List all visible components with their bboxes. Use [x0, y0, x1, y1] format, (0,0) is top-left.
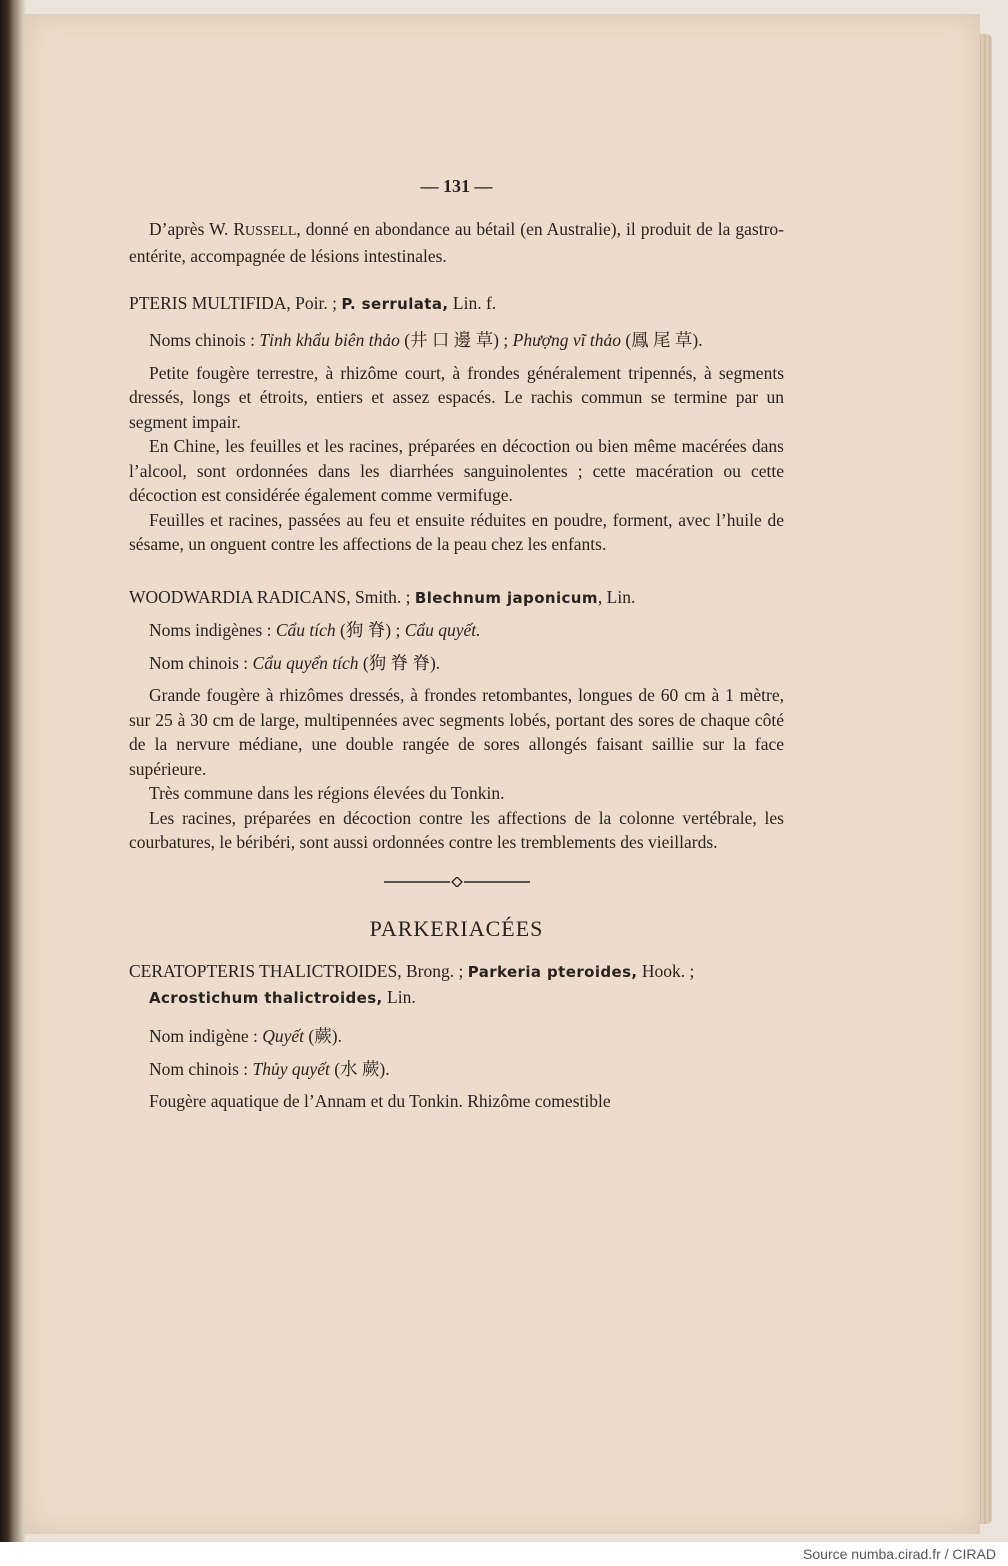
- synonym: P. serrulata,: [341, 294, 449, 313]
- species-name: WOODWARDIA RADICANS: [129, 586, 347, 607]
- section-divider-ornament: [384, 877, 530, 887]
- species-name: CERATOPTERIS THALICTROIDES: [129, 961, 398, 981]
- description-paragraph: Petite fougère terrestre, à rhizôme court, à frondes généralement tripennés, à segments dressés, longs et étroits, entiers et assez espacés. Le rachis commun se termine par un segment impair.: [129, 362, 784, 432]
- description-paragraph: Fougère aquatique de l’Annam et du Tonkin. Rhizôme comestible: [149, 1091, 611, 1111]
- description-paragraph: Très commune dans les régions élevées du Tonkin.: [149, 783, 505, 803]
- source-credit: Source numba.cirad.fr / CIRAD: [803, 1546, 996, 1562]
- entry-heading-ceratopteris: CERATOPTERIS THALICTROIDES, Brong. ; Parkeria pteroides, Hook. ;: [129, 961, 695, 981]
- entry-heading-pteris: PTERIS MULTIFIDA, Poir. ; P. serrulata, Lin. f.: [129, 292, 497, 313]
- book-spine-edge: [0, 0, 26, 1542]
- synonym: Parkeria pteroides,: [467, 963, 638, 981]
- species-name: PTERIS MULTIFIDA: [129, 292, 287, 313]
- entry-heading-synonym-line: Acrostichum thalictroides, Lin.: [149, 986, 416, 1007]
- description-paragraph: En Chine, les feuilles et les racines, préparées en décoction ou bien même macérées dans l’alcool, sont ordonnées dans les diarrhées sanguinolentes ; cette macération ou cette décoction est considérée également comme vermifuge.: [129, 436, 784, 505]
- chinese-name: Nom chinois : Thủy quyết (水 蕨).: [149, 1058, 390, 1079]
- section-title: PARKERIACÉES: [369, 915, 544, 941]
- page-number: — 131 —: [420, 176, 493, 196]
- page-text: [129, 174, 784, 1114]
- description-paragraph: Les racines, préparées en décoction contre les affections de la colonne vertébrale, les courbatures, le béribéri, sont aussi ordonnées contre les tremblements des vieillards.: [129, 807, 784, 852]
- indigenous-name: Nom indigène : Quyết (蕨).: [149, 1026, 342, 1046]
- synonym: Acrostichum thalictroides,: [149, 988, 383, 1007]
- entry-heading-woodwardia: WOODWARDIA RADICANS, Smith. ; Blechnum japonicum, Lin.: [129, 586, 636, 607]
- chinese-name: Nom chinois : Cẩu quyển tích (狗 脊 脊).: [149, 652, 441, 673]
- indigenous-names: Noms indigènes : Cẩu tích (狗 脊) ; Cẩu quyết.: [149, 620, 481, 640]
- intro-paragraph: D’après W. RUSSELL, donné en abondance au bétail (en Australie), il produit de la gastro-entérite, accompagnée de lésions intestinales.: [129, 218, 784, 266]
- description-paragraph: Feuilles et racines, passées au feu et ensuite réduites en poudre, forment, avec l’huile de sésame, un onguent contre les affections de la peau chez les enfants.: [129, 509, 784, 554]
- description-paragraph: Grande fougère à rhizômes dressés, à frondes retombantes, longues de 60 cm à 1 mètre, sur 25 à 30 cm de large, multipennées avec segments lobés, portant des sores de chaque côté de la nervure médiane, une double rangée de sores allongés faisant saillie sur la face supérieure.: [129, 685, 784, 779]
- chinese-names: Noms chinois : Tỉnh khẩu biên thảo (井 口 邊 草) ; Phượng vĩ thảo (鳳 尾 草).: [149, 330, 703, 350]
- synonym: Blechnum japonicum: [414, 588, 598, 607]
